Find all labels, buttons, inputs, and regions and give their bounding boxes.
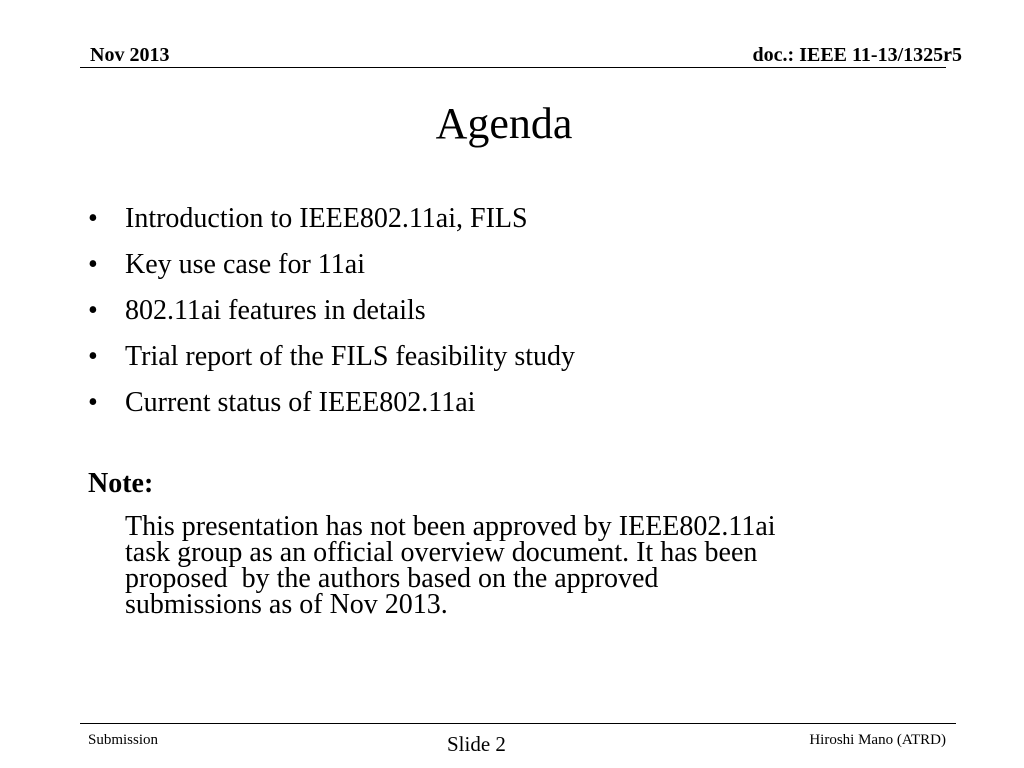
agenda-item	[88, 380, 575, 426]
agenda-item	[88, 334, 575, 380]
bullet-icon: •	[88, 341, 98, 372]
footer-divider	[80, 723, 956, 724]
note-heading: Note:	[88, 468, 154, 499]
agenda-list	[88, 196, 575, 426]
agenda-item-text: Trial report of the FILS feasibility study	[125, 341, 576, 372]
note-line: submissions as of Nov 2013.	[125, 589, 448, 620]
note-line: task group as an official overview document. It has been	[125, 537, 758, 568]
note-text	[125, 511, 945, 620]
agenda-item-text: Key use case for 11ai	[125, 249, 365, 280]
agenda-item-text: 802.11ai features in details	[125, 295, 426, 326]
note-line: proposed by the authors based on the approved	[125, 563, 659, 594]
bullet-icon: •	[88, 203, 98, 234]
slide-title: Agenda	[435, 99, 573, 148]
header-divider	[80, 67, 946, 68]
bullet-icon: •	[88, 387, 98, 418]
footer-slide-number: Slide 2	[447, 732, 506, 756]
footer-submission: Submission	[88, 732, 159, 748]
footer-author: Hiroshi Mano (ATRD)	[809, 732, 946, 748]
agenda-item	[88, 196, 575, 242]
bullet-icon: •	[88, 249, 98, 280]
agenda-item-text: Current status of IEEE802.11ai	[125, 387, 476, 418]
bullet-icon: •	[88, 295, 98, 326]
agenda-item	[88, 242, 575, 288]
agenda-item	[88, 288, 575, 334]
agenda-item-text: Introduction to IEEE802.11ai, FILS	[125, 203, 528, 234]
header-doc-id: doc.: IEEE 11-13/1325r5	[752, 44, 962, 66]
header-date: Nov 2013	[90, 44, 170, 66]
note-line: This presentation has not been approved by IEEE802.11ai	[125, 511, 776, 542]
